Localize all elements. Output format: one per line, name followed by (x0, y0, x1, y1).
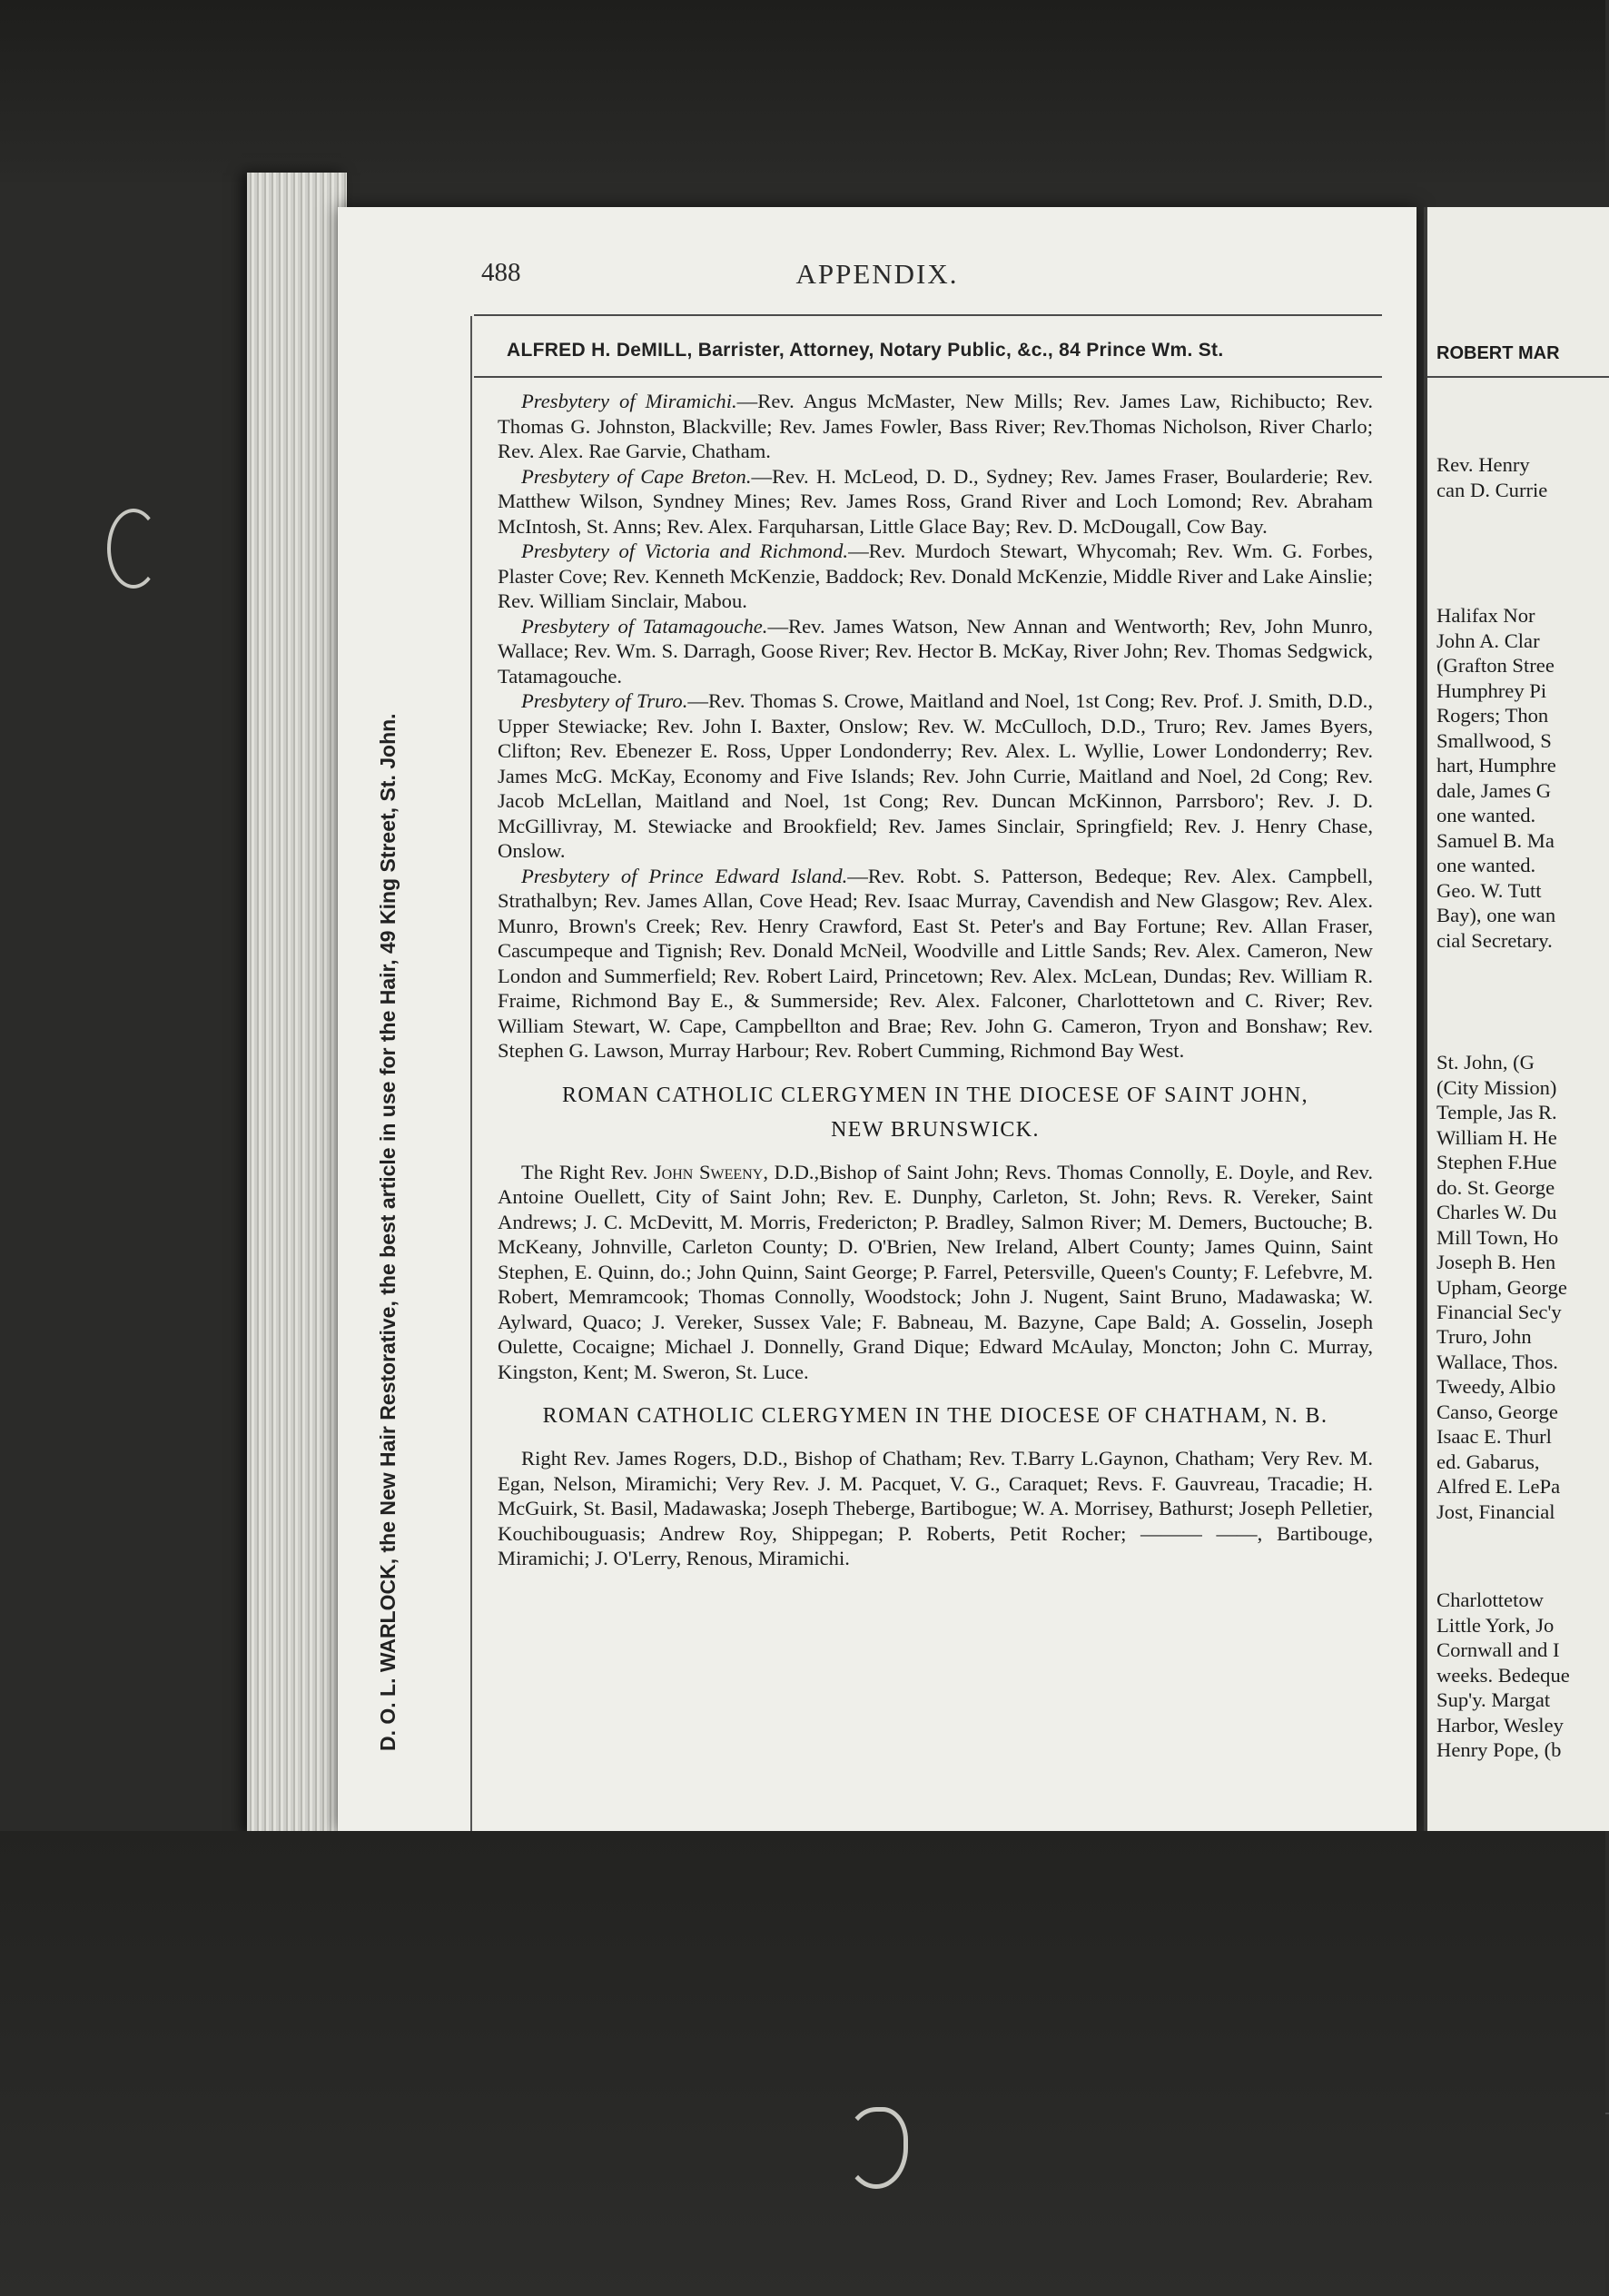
next-page-line: Jost, Financial (1436, 1499, 1555, 1523)
presbytery-name: Presbytery of Cape Breton. (521, 464, 752, 488)
next-page-line: Harbor, Wesley (1436, 1713, 1564, 1737)
presbytery-text: —Rev. James Watson, New Annan and Wentworth; Rev, John Munro, Wallace; Rev. Wm. S. Darragh, Goose River; Rev. Hector B. McKay, River John; Rev. Thomas Sedgwick, Tatamagouche. (498, 614, 1373, 688)
next-page-line: Truro, John (1436, 1325, 1532, 1348)
presbytery-text: —Rev. Thomas S. Crowe, Maitland and Noel, 1st Cong; Rev. Prof. J. Smith, D.D., Upper Stewiacke; Rev. John I. Baxter, Onslow; Rev. W. McCulloch, D.D., Truro; Rev. James Byers, Clifton; Rev. Ebenezer E. Ross, Upper Londonderry; Rev. Alex. L. Wyllie, Lower Londonderry; Rev. James McG. McKay, Economy and Five Islands; Rev. John Currie, Maitland and Noel, 2d Cong; Rev. Jacob McLellan, Maitland and Noel, 1st Cong; Rev. Duncan McKinnon, Parrsboro'; Rev. J. D. McGillivray, M. Stewiacke and Brookfield; Rev. James Sinclair, Springfield; Rev. J. Henry Chase, Onslow. (498, 689, 1373, 862)
saint-john-clergy-paragraph (498, 1160, 1373, 1385)
next-page-line: John A. Clar (1436, 628, 1540, 652)
next-page-line: Alfred E. LePa (1436, 1475, 1561, 1498)
left-page (338, 207, 1417, 1831)
next-page-line: Smallwood, S (1436, 728, 1552, 752)
presbytery-name: Presbytery of Prince Edward Island. (521, 864, 848, 887)
stray-fiber-mark (844, 2107, 908, 2189)
next-page-top-ad: ROBERT MAR (1436, 343, 1560, 363)
side-advertisement: D. O. L. WARLOCK, the New Hair Restorative, the best article in use for the Hair, 49 King Street, St. John. (376, 713, 400, 1751)
next-page-line: (Grafton Stree (1436, 654, 1555, 677)
presbytery-name: Presbytery of Miramichi. (521, 390, 737, 412)
next-page-line: cial Secretary. (1436, 928, 1553, 952)
presbytery-paragraph (498, 389, 1373, 464)
next-page-line: Humphrey Pi (1436, 678, 1547, 702)
next-page-top-rule (1427, 376, 1609, 378)
next-page-line: weeks. Bedeque (1436, 1663, 1570, 1687)
page-body (498, 389, 1373, 1571)
right-page-partial (1424, 207, 1609, 1831)
section-title-line: ROMAN CATHOLIC CLERGYMEN IN THE DIOCESE OF SAINT JOHN, (561, 1083, 1309, 1107)
next-page-line: dale, James G (1436, 778, 1552, 802)
lead-text: The Right Rev. (521, 1160, 654, 1183)
presbytery-paragraph (498, 688, 1373, 864)
presbytery-name: Presbytery of Truro. (521, 689, 688, 712)
next-page-line: Stephen F.Hue (1436, 1151, 1557, 1173)
top-ad-rule (474, 376, 1382, 378)
scan-background-top (0, 0, 1605, 182)
next-page-line: William H. He (1436, 1125, 1557, 1149)
presbytery-text: —Rev. H. McLeod, D. D., Sydney; Rev. James Fraser, Boularderie; Rev. Matthew Wilson, Syndney Mines; Rev. James Ross, Grand River and Loch Lomond; Rev. Abraham McIntosh, St. Anns; Rev. Alex. Farquharsan, Little Glace Bay; Rev. D. McDougall, Cow Bay. (498, 464, 1373, 538)
next-page-line: Cornwall and I (1436, 1638, 1560, 1661)
section-title-saint-john (498, 1078, 1373, 1147)
next-page-line: Financial Sec'y (1436, 1301, 1562, 1323)
next-page-line: Geo. W. Tutt (1436, 878, 1542, 902)
top-rule (474, 314, 1382, 316)
next-page-line: Halifax Nor (1436, 604, 1535, 627)
page-number: 488 (481, 258, 521, 287)
next-page-line: ed. Gabarus, (1436, 1450, 1540, 1473)
presbytery-text: —Rev. Angus McMaster, New Mills; Rev. James Law, Richibucto; Rev. Thomas G. Johnston, Blackville; Rev. James Fowler, Bass River; Rev.Thomas Nicholson, River Charlo; Rev. Alex. Rae Garvie, Chatham. (498, 390, 1373, 462)
next-page-line: St. John, (G (1436, 1051, 1535, 1074)
chatham-clergy-paragraph: Right Rev. James Rogers, D.D., Bishop of Chatham; Rev. T.Barry L.Gaynon, Chatham; Very Rev. M. Egan, Nelson, Miramichi; Very Rev. J. M. Pacquet, V. G., Caraquet; Revs. F. Gauvreau, Tracadie; H. McGuirk, St. Basil, Madawaska; Joseph Theberge, Bartibogue; W. A. Morrisey, Bathurst; Joseph Pelletier, Kouchibouguasis; Andrew Roy, Shippegan; P. Roberts, Petit Rocher; ——— ——, Bartibouge, Miramichi; J. O'Lerry, Renous, Miramichi. (498, 1447, 1373, 1569)
presbytery-paragraph (498, 864, 1373, 1064)
presbytery-name: Presbytery of Victoria and Richmond. (521, 539, 849, 562)
next-page-line: can D. Currie (1436, 478, 1548, 501)
clergy-text: , D.D.,Bishop of Saint John; Revs. Thomas Connolly, E. Doyle, and Rev. Antoine Ouellett, City of Saint John; Rev. E. Dunphy, Carleton, St. John; Revs. R. Vereker, Saint Andrews; J. C. McDevitt, M. Morris, Fredericton; P. Bradley, Salmon River; M. Demers, Buctouche; B. McKeany, Johnville, Carleton County; D. O'Brien, New Ireland, Albert County; James Quinn, Saint Stephen, E. Quinn, do.; John Quinn, Saint George; P. Farrel, Petersville, Queen's County; F. Lefebvre, M. Robert, Memramcook; Thomas Connolly, Woodstock; John J. Nugent, Saint Bruno, Madawaska; W. Aylward, Quaco; J. Vereker, Sussex Vale; F. Babneau, M. Bazyne, Cape Bald; A. Gosselin, Joseph Oulette, Cocaigne; Michael J. Donnelly, Grand Dique; Edward McAulay, Moncton; John C. Murray, Kingston, Kent; M. Sweron, St. Luce. (498, 1160, 1373, 1383)
next-page-line: Mill Town, Ho (1436, 1225, 1559, 1249)
next-page-line: Isaac E. Thurl (1436, 1425, 1552, 1448)
presbytery-paragraph (498, 464, 1373, 539)
next-page-line: one wanted. (1436, 854, 1536, 876)
next-page-line: (City Mission) (1436, 1075, 1557, 1099)
next-page-line: Little York, Jo (1436, 1613, 1555, 1637)
presbytery-name: Presbytery of Tatamagouche. (521, 614, 768, 638)
next-page-line: do. St. George (1436, 1175, 1555, 1199)
top-advertisement: ALFRED H. DeMILL, Barrister, Attorney, Notary Public, &c., 84 Prince Wm. St. (507, 340, 1224, 361)
next-page-line: Samuel B. Ma (1436, 828, 1555, 852)
next-page-line: Joseph B. Hen (1436, 1251, 1556, 1273)
next-page-line: Rogers; Thon (1436, 704, 1549, 727)
book-page-edges (247, 173, 347, 1835)
stray-fiber-mark (107, 509, 160, 589)
bishop-name: John Sweeny (653, 1160, 764, 1183)
next-page-line: hart, Humphre (1436, 754, 1556, 777)
next-page-line: Temple, Jas R. (1436, 1101, 1557, 1123)
section-title-chatham: ROMAN CATHOLIC CLERGYMEN IN THE DIOCESE OF CHATHAM, N. B. (542, 1404, 1328, 1428)
page-heading: APPENDIX. (795, 258, 959, 290)
next-page-line: Bay), one wan (1436, 904, 1556, 926)
scan-background-bottom (0, 1831, 1605, 2296)
next-page-line: Rev. Henry (1436, 453, 1530, 476)
next-page-line: Upham, George (1436, 1275, 1567, 1299)
presbytery-paragraph (498, 539, 1373, 614)
next-page-line: Charlottetow (1436, 1588, 1544, 1611)
presbytery-text: —Rev. Murdoch Stewart, Whycomah; Rev. Wm. G. Forbes, Plaster Cove; Rev. Kenneth McKenzie, Baddock; Rev. Donald McKenzie, Middle River and Lake Ainslie; Rev. William Sinclair, Mabou. (498, 539, 1373, 612)
presbytery-text: —Rev. Robt. S. Patterson, Bedeque; Rev. Alex. Campbell, Strathalbyn; Rev. James Allan, Cove Head; Rev. Isaac Murray, Cavendish and New Glasgow; Rev. Alex. Munro, Brown's Creek; Rev. Henry Crawford, East St. Peter's and Bay Fortune; Rev. Allan Fraser, Cascumpeque and Tignish; Rev. Donald McNeil, Woodville and Little Sands; Rev. Alex. Cameron, New London and Summerfield; Rev. Robert Laird, Princetown; Rev. Alex. McLean, Dundas; Rev. William R. Fraime, Richmond Bay E., & Summerside; Rev. Alex. Falconer, Charlottetown and C. River; Rev. William Stewart, W. Cape, Campbellton and Brae; Rev. John G. Cameron, Tryon and Bonshaw; Rev. Stephen G. Lawson, Murray Harbour; Rev. Robert Cumming, Richmond Bay West. (498, 864, 1373, 1062)
next-page-line: Canso, George (1436, 1400, 1558, 1423)
presbytery-paragraph (498, 614, 1373, 689)
next-page-line: one wanted. (1436, 804, 1536, 826)
section-title-line: NEW BRUNSWICK. (831, 1117, 1040, 1142)
next-page-line: Charles W. Du (1436, 1201, 1557, 1223)
next-page-line: Wallace, Thos. (1436, 1350, 1558, 1373)
next-page-line: Henry Pope, (b (1436, 1738, 1562, 1761)
next-page-line: Tweedy, Albio (1436, 1375, 1556, 1398)
next-page-line: Sup'y. Margat (1436, 1688, 1551, 1711)
